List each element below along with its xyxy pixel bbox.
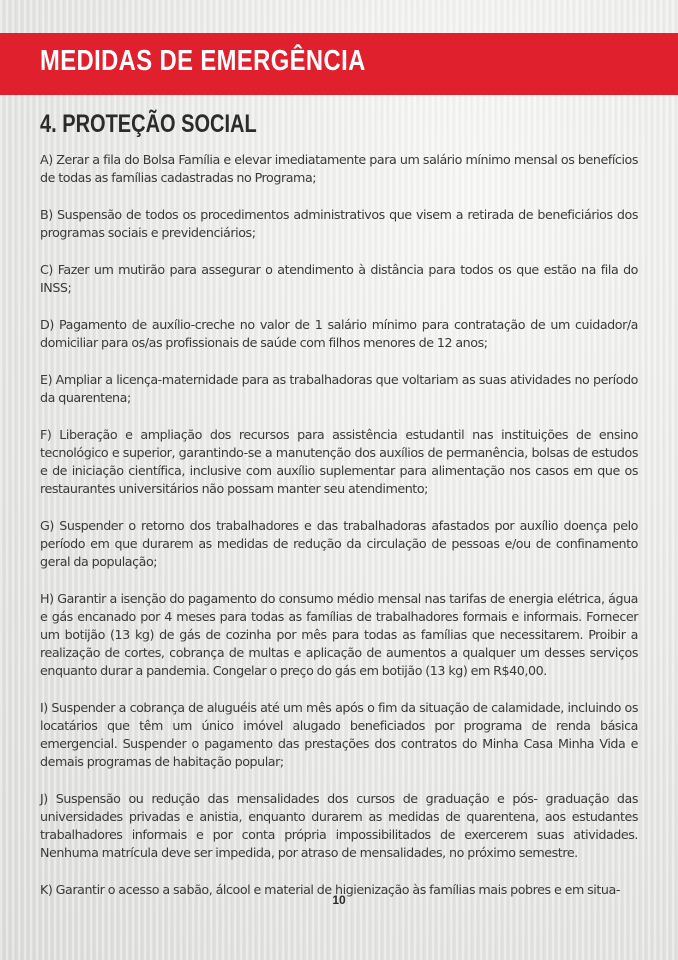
paragraph-e: E) Ampliar a licença-maternidade para as trabalhadoras que voltariam as suas atividades no período da quarentena; (40, 372, 638, 405)
paragraph-c: C) Fazer um mutirão para assegurar o atendimento à distância para todos os que estão na fila do INSS; (40, 262, 638, 295)
paragraph-k: K) Garantir o acesso a sabão, álcool e material de higienização às famílias mais pobres e em situa- (40, 882, 620, 897)
paragraph-h: H) Garantir a isenção do pagamento do consumo médio mensal nas tarifas de energia elétrica, água e gás encanado por 4 meses para todas as famílias de trabalhadores formais e informais. Fornecer um botijão (13 kg) de gás de cozinha por mês para todas as famílias que necessitarem. Proibir a realização de cortes, cobrança de multas e aplicação de aumentos a qualquer um desses serviços enquanto durar a pandemia. Congelar o preço do gás em botijão (13 kg) em R$40,00. (40, 591, 638, 678)
paragraph-f: F) Liberação e ampliação dos recursos para assistência estudantil nas instituições de ensino tecnológico e superior, garantindo-se a manutenção dos auxílios de permanência, bolsas de estudos e de iniciação científica, inclusive com auxílio suplementar para alimentação nos casos em que os restaurantes universitários não possam manter seu atendimento; (40, 427, 638, 496)
paragraph-g: G) Suspender o retorno dos trabalhadores e das trabalhadoras afastados por auxílio doença pelo período em que durarem as medidas de redução da circulação de pessoas e/ou de confinamento geral da população; (40, 518, 638, 569)
section-title: 4. PROTEÇÃO SOCIAL (40, 110, 257, 138)
paragraph-b: B) Suspensão de todos os procedimentos administrativos que visem a retirada de beneficiários dos programas sociais e previdenciários; (40, 207, 638, 240)
paragraph-d: D) Pagamento de auxílio-creche no valor de 1 salário mínimo para contratação de um cuidador/a domiciliar para os/as profissionais de saúde com filhos menores de 12 anos; (40, 317, 638, 350)
body-text (40, 151, 638, 918)
paragraph-i: I) Suspender a cobrança de aluguéis até um mês após o fim da situação de calamidade, incluindo os locatários que têm um único imóvel alugado beneficiados por programa de renda básica emergencial. Suspender o pagamento das prestações dos contratos do Minha Casa Minha Vida e demais programas de habitação popular; (40, 700, 638, 769)
page-title: MEDIDAS DE EMERGÊNCIA (40, 45, 366, 77)
paragraph-a: A) Zerar a fila do Bolsa Família e elevar imediatamente para um salário mínimo mensal os benefícios de todas as famílias cadastradas no Programa; (40, 152, 638, 185)
page-number: 10 (332, 893, 346, 907)
paragraph-j: J) Suspensão ou redução das mensalidades dos cursos de graduação e pós- graduação das universidades privadas e anistia, enquanto durarem as medidas de quarentena, aos estudantes trabalhadores informais e por conta própria impossibilitados de exercerem suas atividades. Nenhuma matrícula deve ser impedida, por atraso de mensalidades, no próximo semestre. (40, 791, 638, 860)
header-banner (0, 33, 678, 95)
